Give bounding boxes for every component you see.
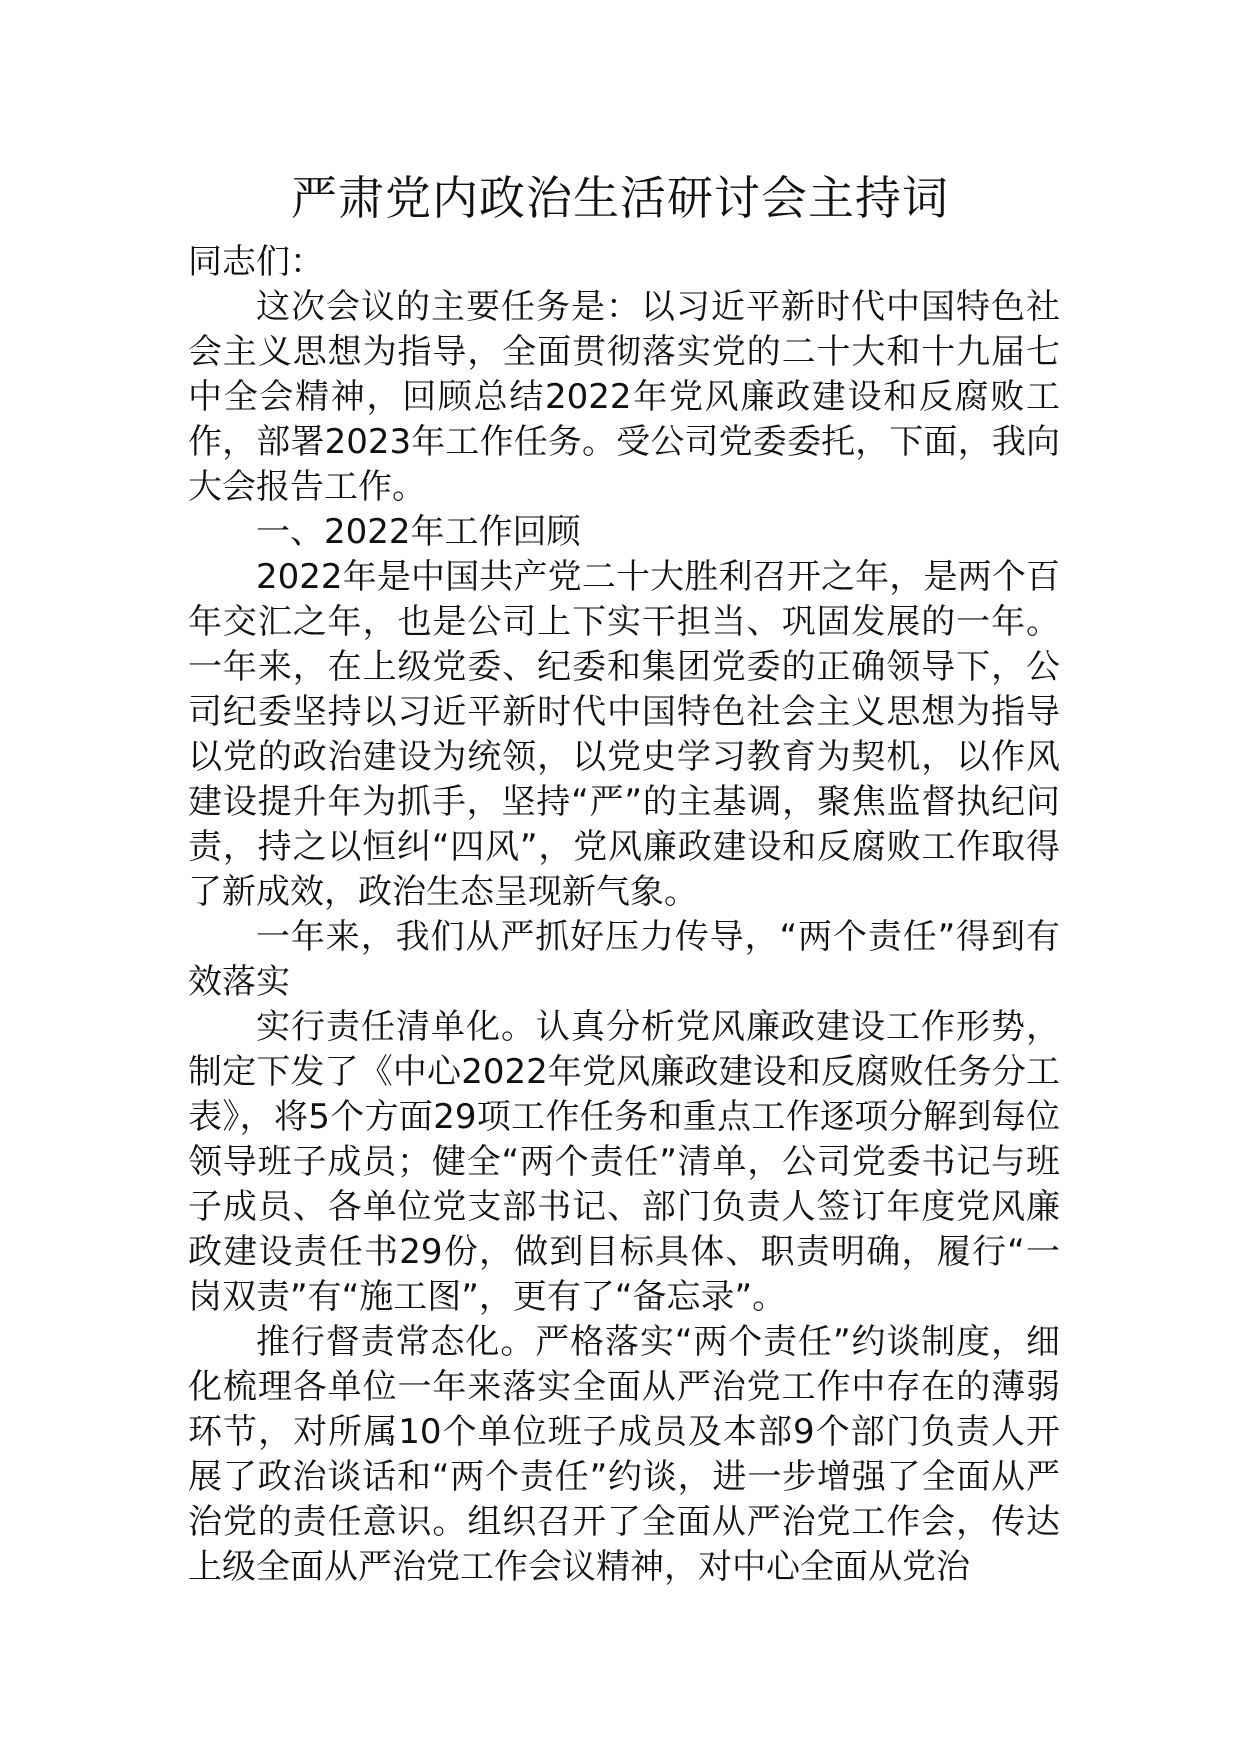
paragraph-year-summary: 2022年是中国共产党二十大胜利召开之年，是两个百年交汇之年，也是公司上下实干担当、巩固发展的一年。一年来，在上级党委、纪委和集团党委的正确领导下，公司纪委坚持以习近平新时代中国特色社会主义思想为指导以党的政治建设为统领，以党史学习教育为契机，以作风建设提升年为抓手，坚持“严”的主基调，聚焦监督执纪问责，持之以恒纠“四风”，党风廉政建设和反腐败工作取得了新成效，政治生态呈现新气象。 (188, 557, 1060, 912)
greeting: 同志们： (188, 242, 324, 282)
document-title: 严肃党内政治生活研讨会主持词 (291, 171, 949, 225)
paragraph-meeting-tasks: 这次会议的主要任务是：以习近平新时代中国特色社会主义思想为指导，全面贯彻落实党的二十大和十九届七中全会精神，回顾总结2022年党风廉政建设和反腐败工作，部署2023年工作任务。受公司党委委托，下面，我向大会报告工作。 (188, 287, 1060, 507)
paragraph-pressure-transmission: 一年来，我们从严抓好压力传导，“两个责任”得到有效落实 (188, 917, 1060, 1002)
paragraph-responsibility-list: 实行责任清单化。认真分析党风廉政建设工作形势，制定下发了《中心2022年党风廉政建设和反腐败任务分工表》，将5个方面29项工作任务和重点工作逐项分解到每位领导班子成员；健全“两个责任”清单，公司党委书记与班子成员、各单位党支部书记、部门负责人签订年度党风廉政建设责任书29份，做到目标具体、职责明确，履行“一岗双责”有“施工图”，更有了“备忘录”。 (188, 1007, 1060, 1317)
section-heading-review: 一、2022年工作回顾 (256, 512, 581, 552)
paragraph-supervision-routine: 推行督责常态化。严格落实“两个责任”约谈制度，细化梳理各单位一年来落实全面从严治党工作中存在的薄弱环节，对所属10个单位班子成员及本部9个部门负责人开展了政治谈话和“两个责任”约谈，进一步增强了全面从严治党的责任意识。组织召开了全面从严治党工作会，传达上级全面从严治党工作会议精神，对中心全面从党治 (188, 1322, 1060, 1587)
document-body (188, 240, 1060, 1590)
